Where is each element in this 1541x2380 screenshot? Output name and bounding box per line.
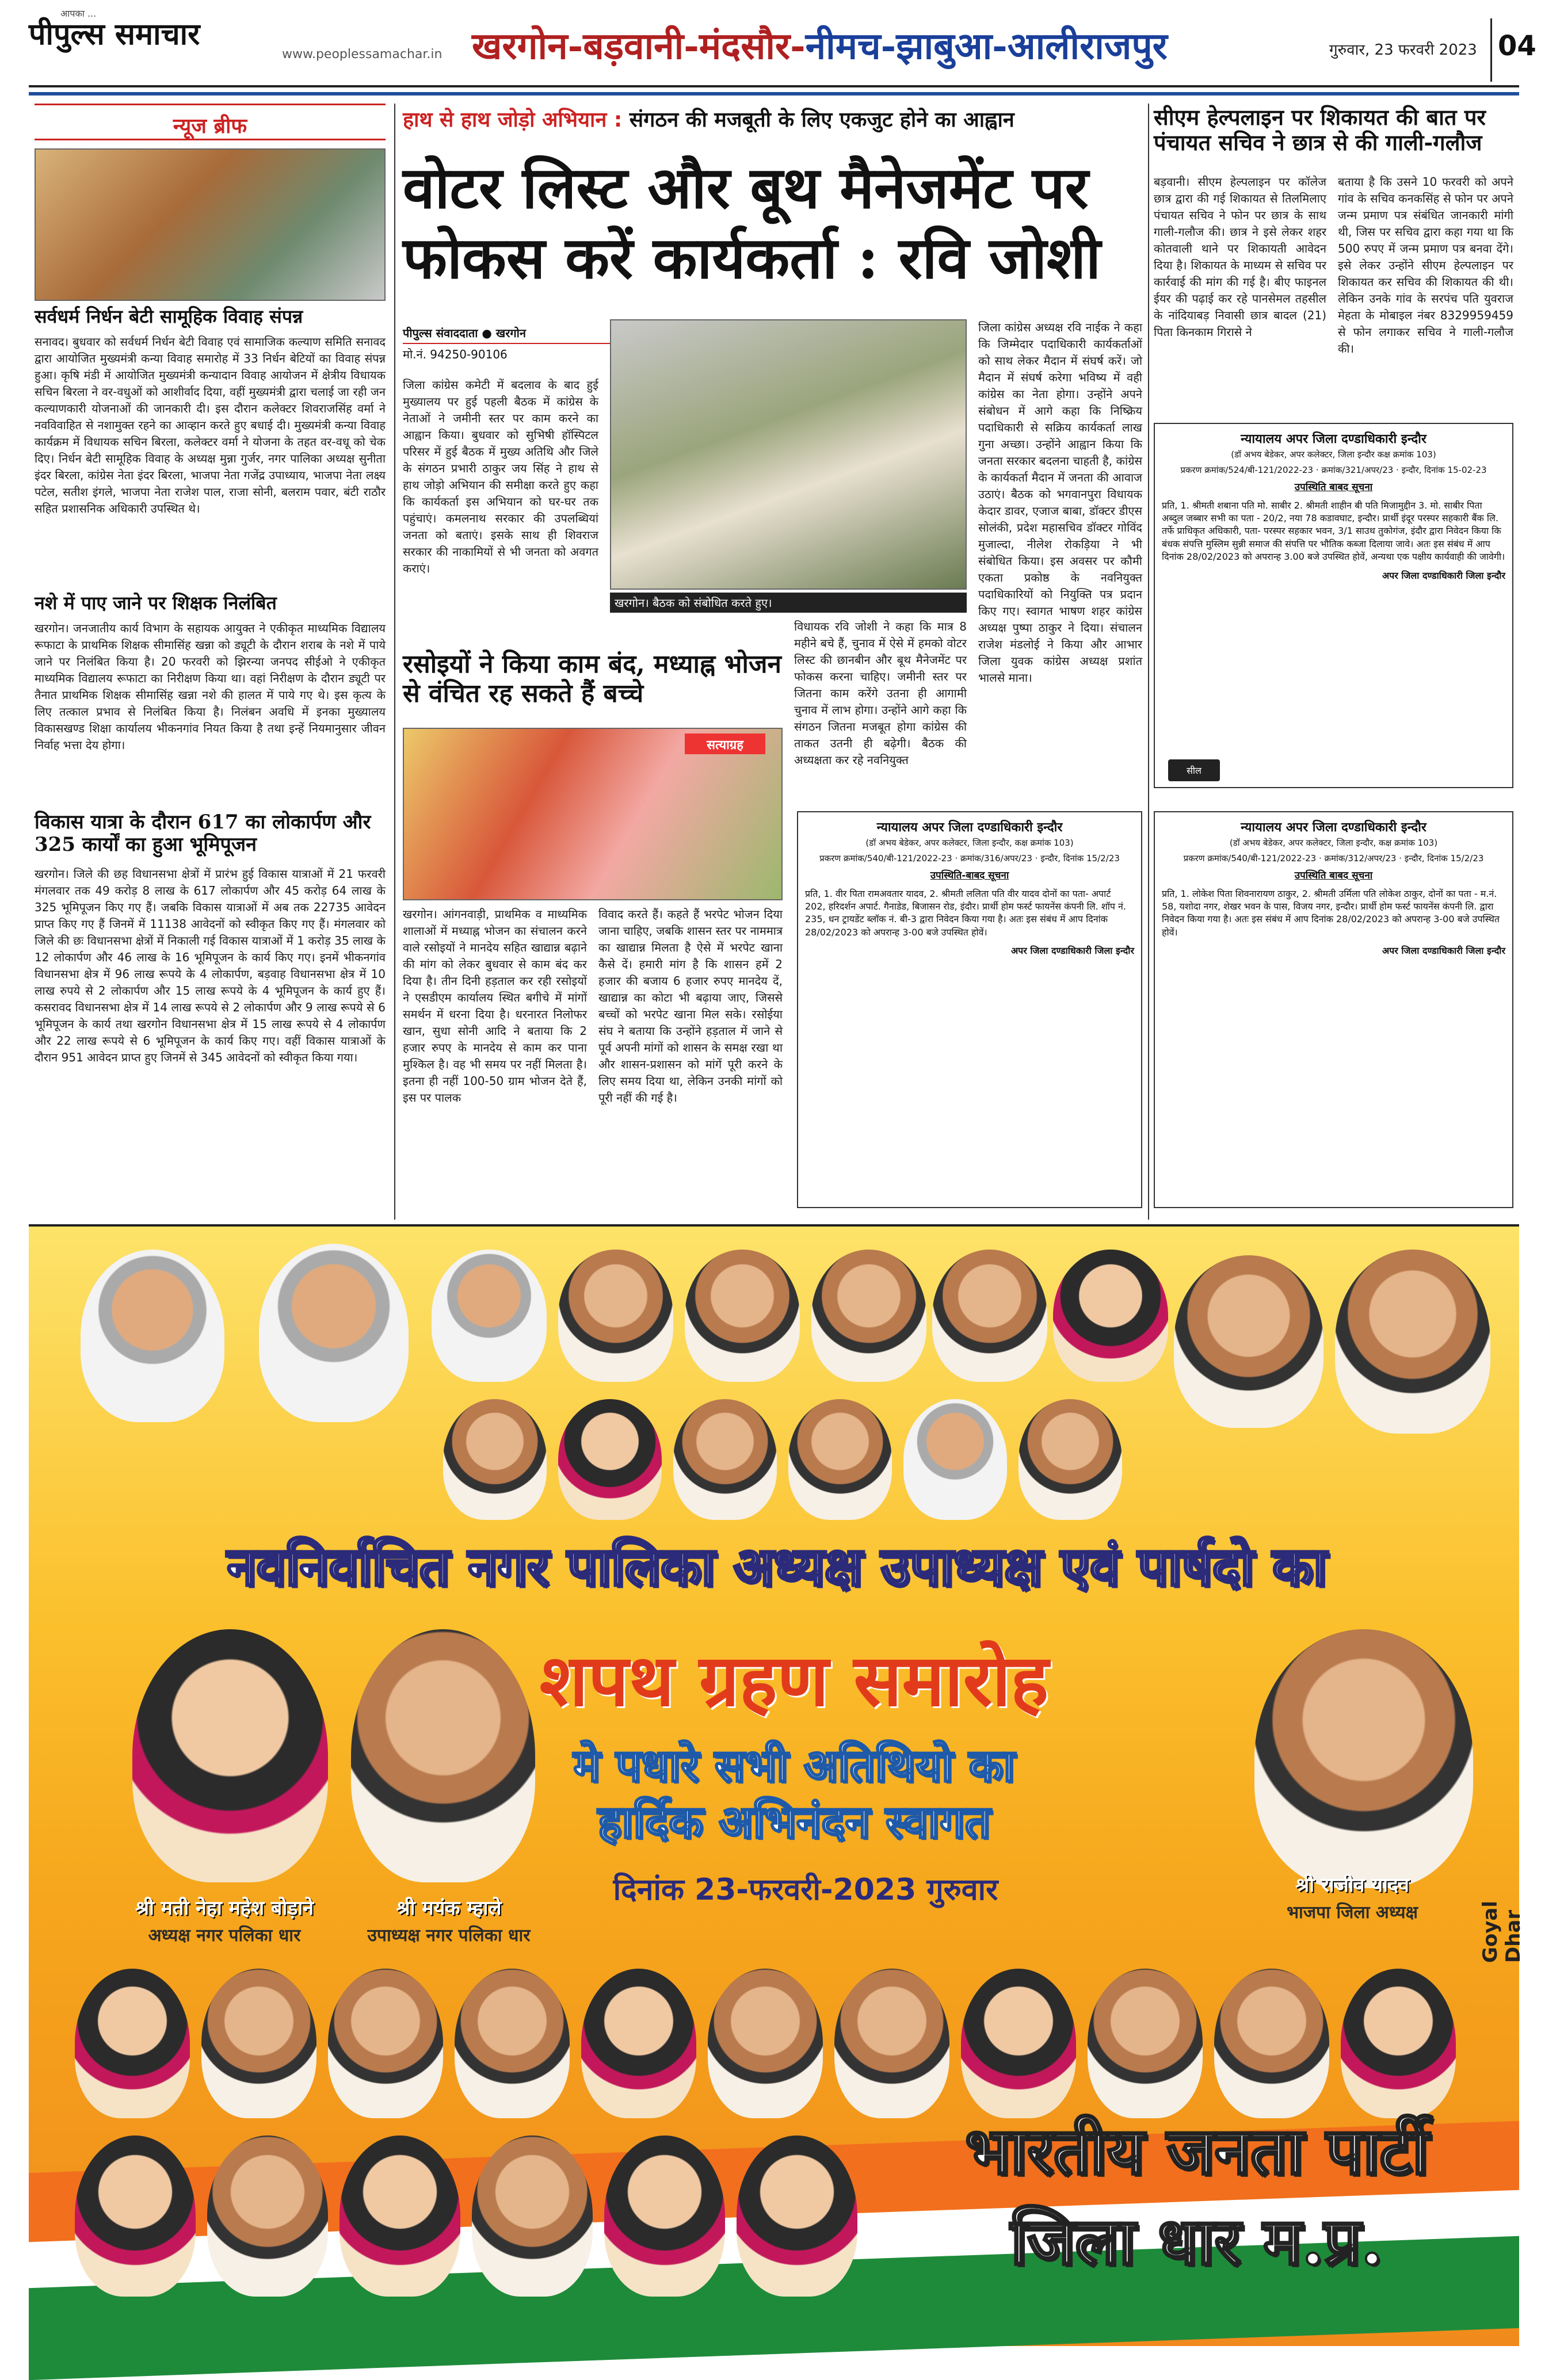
column-divider-right xyxy=(1148,104,1149,1220)
president-name: श्री मती नेहा महेश बोड़ाने xyxy=(135,1897,314,1920)
lead-kicker xyxy=(403,105,1139,133)
party-name xyxy=(909,2107,1485,2325)
councillor-photo xyxy=(1214,1969,1329,2118)
lead-kicker-rest: संगठन की मजबूती के लिए एकजुट होने का आह्वान xyxy=(622,108,1014,132)
councillor-photo xyxy=(201,1969,316,2118)
councillor-photo xyxy=(1341,1969,1456,2118)
notice-1-ref: प्रकरण क्रमांक/540/बी-121/2022-23 · क्रमांक/316/अपर/23 · इन्दौर, दिनांक 15/2/23 xyxy=(819,853,1120,864)
bjp-advertisement xyxy=(29,1224,1525,2346)
councillor-photo xyxy=(581,1969,696,2118)
lead-kicker-red: हाथ से हाथ जोड़ो अभियान : xyxy=(403,108,623,132)
notice-2-body: प्रति, 1. लोकेश पिता शिवनारायण ठाकुर, 2. श्रीमती उर्मिला पति लोकेश ठाकुर, दोनों का पता - म.नं. 58, यशोदा नगर, शेखर भवन के पास, विजय नगर, इन्दौर। प्रार्थी होम फर्स्ट फायनेंस कंपनी लि. द्वारा निवेदन किया गया है। अतः इस संबंध में आप दिनांक 28/02/2023 को अपरान्ह 3-00 बजे उपस्थित होवें। xyxy=(1162,888,1500,938)
brief-story3-body: खरगोन। जिले की छह विधानसभा क्षेत्रों में प्रारंभ हुई विकास यात्राओं में 21 फरवरी मंगलवार तक 49 करोड़ 8 लाख के 617 लोकार्पण और 45 करोड़ 64 लाख के 325 भूमिपूजन किए गए हैं। जबकि विकास यात्राओं में अब तक 22735 आवेदन प्राप्त किए गए हैं जिनमें में 11138 आवेदनों को स्वीकृत किए गए हैं। मंगलवार को जिले की छः विधानसभा क्षेत्रों में निकाली गई विकास यात्राओं में 1 करोड़ 35 लाख के 12 लोकार्पण और 46 लाख के 16 भूमिपूजन के कार्य किए गए। इनमें भीकनगांव विधानसभा क्षेत्र में 96 लाख रूपये के 4 लोकार्पण, बड़वाह विधानसभा क्षेत्र में 10 लाख रुपये से 2 लोकार्पण और 15 लाख रूपये के 4 भूमिपूजन के कार्य हुए हैं। कसरावद विधानसभा क्षेत्र में 14 लाख रूपये से 2 लोकार्पण और 9 लाख रूपये से 6 भूमिपूजन के कार्य तथा खरगोन विधानसभा क्षेत्र में 15 लाख रूपये से 4 लोकार्पण और 22 लाख रूपये से 6 भूमिपूजन के कार्य किए गए। वहीं विकास यात्राओं के दौरान 951 आवेदन प्राप्त हुए जिनमें से 345 आवेदनों को स्वीकृत किया गया। xyxy=(35,867,386,1064)
brief-story3-headline: विकास यात्रा के दौरान 617 का लोकार्पण और 325 कार्यों का हुआ भूमिपूजन xyxy=(35,811,371,857)
notice-2-title: न्यायालय अपर जिला दण्डाधिकारी इन्दौर xyxy=(1241,820,1426,835)
lead-column-1: जिला कांग्रेस कमेटी में बदलाव के बाद हुई मुख्यालय पर हुई पहली बैठक में कांग्रेस के नेताओं ने जमीनी स्तर पर काम करने का आह्वान किया। बुधवार को सुभिषी हॉस्पिटल परिसर में हुई बैठक में मुख्य अतिथि और जिले के संगठन प्रभारी ठाकुर जय सिंह ने हाथ से हाथ जोड़ो अभियान की समीक्षा करते हुए कहा कि कार्यकर्ता इस अभियान को घर-घर तक पहुंचाएं। कमलनाथ सरकार की उपलब्धियां जनता को बताएं। इसके साथ ही शिवराज सरकार की नाकामियों से भी जनता को अवगत कराएं। xyxy=(403,378,598,575)
councillor-photo xyxy=(207,2135,328,2297)
district-president-photo xyxy=(1254,1629,1473,1888)
court-notice-1 xyxy=(797,811,1142,1208)
wedding-photo xyxy=(35,148,386,301)
councillor-photo xyxy=(708,1969,823,2118)
second-column-1: खरगोन। आंगनवाड़ी, प्राथमिक व माध्यमिक शालाओं में मध्याह्न भोजन का संचालन करने वाले रसोइयों ने मानदेय सहित खाद्यान्न बढ़ाने की मांग को लेकर बुधवार से काम बंद कर दिया है। तीन दिनी हड़ताल कर रही रसोइयों ने एसडीएम कार्यालय स्थित बगीचे में मांगों समर्थन में धरना दिया है। धरनारत निलोफर खान, सुधा सोनी आदि ने बताया कि 2 हजार रुपए के मानदेय से काम कर पाना मुश्किल है। वह भी समय पर नहीं मिलता है। इतना ही नहीं 100-50 ग्राम भोजन देते हैं, इस पर पालक xyxy=(403,907,587,1105)
issue-date: गुरुवार, 23 फरवरी 2023 xyxy=(1329,41,1477,59)
brief-story2-body: खरगोन। जनजातीय कार्य विभाग के सहायक आयुक्त ने एकीकृत माध्यमिक विद्यालय रूफाटा के प्राथमिक शिक्षक सीमासिंह खन्ना को ड्यूटी के दौरान शराब के नशे में पाये जाने पर निलंबित किया है। 20 फरवरी को झिरन्या जनपद सीईओ ने एकीकृत माध्यमिक विद्यालय रूफाटा का निरीक्षण किया था। वहां निरीक्षण के दौरान ड्यूटी पर तैनात प्राथमिक शिक्षक सीमासिंह खन्ना नशे की हालत में पाये गए थे। इस कृत्य के लिए तत्काल प्रभाव से निलंबित किया है। निलंबन अवधि में इनका मुख्यालय विकासखण्ड शिक्षा कार्यालय भीकनगांव नियत किया है तथा इन्हें नियमानुसार जीवन निर्वाह भत्ता देय होगा। xyxy=(35,621,386,752)
president-role: अध्यक्ष नगर पलिका धार xyxy=(148,1926,301,1946)
lead-byline: पीपुल्स संवाददाता ● खरगोन xyxy=(403,325,610,344)
ad-date: दिनांक 23-फरवरी-2023 गुरुवार xyxy=(613,1873,998,1907)
councillor-photo xyxy=(1088,1969,1203,2118)
notice-0-ref: प्रकरण क्रमांक/524/बी-121/2022-23 · क्रमांक/321/अपर/23 · इन्दौर, दिनांक 15-02-23 xyxy=(1180,464,1487,475)
ad-title-line2: शपथ ग्रहण समारोह xyxy=(539,1639,1049,1722)
brief-story1-body: सनावद। बुधवार को सर्वधर्म निर्धन बेटी विवाह एवं सामाजिक कल्याण समिति सनावद द्वारा आयोजित मुख्यमंत्री कन्या विवाह समारोह में 33 निर्धन बेटियों का विवाह संपन्न हुआ। कृषि मंडी में आयोजित मुख्यमंत्री कन्यादान विवाह आयोजन में क्षेत्रीय विधायक सचिन बिरला ने वर-वधुओं को आशीर्वाद दिया, वहीं मुख्यमंत्री द्वारा चलाई जा रही जन कल्याणकारी योजनाओं की जानकारी दी। इस दौरान कलेक्टर शिवराजसिंह वर्मा ने नवविवाहित से नशामुक्त रहने का आव्हान करते हुए बधाई दी। मुख्यमंत्री कन्या विवाह कार्यक्रम में विधायक सचिन बिरला, कलेक्टर वर्मा ने योजना के तहत वर-वधू को चेक दिए। निर्धन बेटी सामूहिक विवाह के अध्यक्ष मुन्ना गुर्जर, नगर पालिका अध्यक्ष सुनीता इंदर बिरला, कांग्रेस नेता इंदर बिरला, भाजपा नेता गजेंद्र उपाध्याय, भाजपा नेता लक्ष्य पटेल, सतीश इंगले, भाजपा नेता राजेश पाल, राजा सोनी, बलराम पवार, बंटी राठौर सहित प्रशासनिक अधिकारी उपस्थित थे। xyxy=(35,335,386,515)
leader-photo xyxy=(685,1250,800,1382)
notice-2-subtitle: (डॉ अभय बेडेकर, अपर कलेक्टर, जिला इन्दौर, कक्ष क्रमांक 103) xyxy=(1229,837,1438,848)
leader-photo xyxy=(259,1244,409,1422)
councillor-photo xyxy=(75,2135,196,2297)
right-column-1: बड़वानी। सीएम हेल्पलाइन पर कॉलेज छात्र द्वारा की गई शिकायत से तिलमिलाए पंचायत सचिव ने फोन पर छात्र के साथ गाली-गलौज की। छात्र ने इसे लेकर शहर कोतवाली थाने पर शिकायती आवेदन दिया है। शिकायत के माध्यम से सचिव पर कार्रवाई की मांग की गई है। बीए फाइनल ईयर की पढ़ाई कर रहे पानसेमल तहसील के नांदियाबड़ निवासी छात्र बादल (21) पिता किनकाम गिरासे ने xyxy=(1154,175,1326,339)
vice-president-name: श्री मयंक म्हाले xyxy=(396,1897,502,1920)
lead-headline: वोटर लिस्ट और बूथ मैनेजमेंट पर फोकस करें कार्यकर्ता : रवि जोशी xyxy=(403,154,1101,292)
leader-photo xyxy=(932,1250,1047,1382)
councillor-photo xyxy=(472,2135,593,2297)
ad-welcome-line1: मे पधारे सभी अतिथियो का xyxy=(573,1740,1015,1792)
district-president-role: भाजपा जिला अध्यक्ष xyxy=(1286,1903,1418,1923)
councillor-photo xyxy=(340,2135,460,2297)
notice-0-body: प्रति, 1. श्रीमती शबाना पति मो. साबीर 2. श्रीमती शाहीन बी पति मिजामुद्दीन 3. मो. साबीर पिता अब्दुल जब्बार सभी का पता - 20/2, नया 78 कडावघाट, इन्दौर। प्रार्थी इंदूर परस्पर सहकारी बैंक लि. तर्फे प्राधिकृत अधिकारी, पता- परस्पर सहकार भवन, 3/1 साउथ तुकोगंज, इंदौर द्वारा निवेदन किया कि बंधक संपत्ति मुस्लिम सुन्नी समाज की संपत्ति पर भौतिक कब्जा दिलाया जावे। अतः इस संबंध में आप दिनांक 28/02/2023 को अपरान्ह 3.00 बजे उपस्थित होवें, अन्यथा एक पक्षीय कार्यवाही की जावेगी। xyxy=(1162,499,1505,563)
councillor-photo xyxy=(75,1969,190,2118)
ad-title-line1: नवनिर्वाचित नगर पालिका अध्यक्ष उपाध्यक्ष एवं पार्षदो का xyxy=(227,1536,1327,1598)
leader-photo xyxy=(788,1399,892,1520)
vice-president-role: उपाध्यक्ष नगर पलिका धार xyxy=(367,1926,531,1946)
notice-2-heading: उपस्थिति बाबद सूचना xyxy=(1294,869,1373,881)
second-headline: रसोइयों ने किया काम बंद, मध्याह्न भोजन से वंचित रह सकते हैं बच्चे xyxy=(403,650,781,708)
leader-photo xyxy=(1335,1250,1490,1434)
president-photo xyxy=(132,1629,328,1882)
leader-photo xyxy=(558,1250,673,1382)
notice-0-subtitle: (डॉ अभय बेडेकर, अपर कलेक्टर, जिला इन्दौर कक्ष क्रमांक 103) xyxy=(1231,449,1436,460)
designer-credit: Goyal Dhar xyxy=(1479,1900,1525,1963)
notice-1-subtitle: (डॉ अभय बेडेकर, अपर कलेक्टर, जिला इन्दौर, कक्ष क्रमांक 103) xyxy=(865,837,1074,848)
ad-welcome xyxy=(443,1739,1145,1851)
notice-1-body: प्रति, 1. वीर पिता रामअवतार यादव, 2. श्रीमती ललिता पति वीर यादव दोनों का पता- अपार्ट 202, हरिदर्शन अपार्ट. गैनाडेड, बिजासन रोड, इंदौर। प्रार्थी होम फर्स्ट फायनेंस कंपनी लि. शॉप नं. 235, धन ट्रायडेंट ब्लॉक नं. बी-3 द्वारा निवेदन किया गया है। अतः इस संबंध में आप दिनांक 28/02/2023 को अपरान्ह 3-00 बजे उपस्थित होवें। xyxy=(805,888,1127,938)
court-notice-0 xyxy=(1154,423,1513,788)
councillor-photo xyxy=(834,1969,949,2118)
second-column-2: विवाद करते हैं। कहते हैं भरपेट भोजन दिया जाना चाहिए, जबकि शासन स्तर पर नाममात्र का खाद्यान्न मिलता है ऐसे में भरपेट खाना कैसे दें। हमारी मांग है कि शासन हमें 2 हजार की बजाय 6 हजार रुपए मानदेय दें, खाद्यान्न का कोटा भी बढ़ाया जाए, जिससे बच्चों को भरपेट खाना मिल सके। रसोईया संघ ने बताया कि उन्होंने हड़ताल में जाने से पूर्व अपनी मांगों को शासन के समक्ष रखा था और शासन-प्रशासन को मांगें पूरी करने के लिए समय दिया था, लेकिन उनकी मांगों को पूरी नहीं की गई है। xyxy=(598,907,783,1105)
leader-photo xyxy=(81,1250,224,1422)
region-title-a: खरगोन-बड़वानी-मंदसौर- xyxy=(472,25,806,68)
notice-2-ref: प्रकरण क्रमांक/540/बी-121/2022-23 · क्रमांक/312/अपर/23 · इन्दौर, दिनांक 15/2/23 xyxy=(1183,853,1484,864)
column-divider xyxy=(394,104,395,1220)
lead-mobile: मो.नं. 94250-90106 xyxy=(403,347,508,361)
notice-1-heading: उपस्थिति-बाबद सूचना xyxy=(930,869,1009,881)
councillor-photo xyxy=(455,1969,570,2118)
notice-1-title: न्यायालय अपर जिला दण्डाधिकारी इन्दौर xyxy=(876,820,1063,835)
notice-0-sign: अपर जिला दण्डाधिकारी जिला इन्दौर xyxy=(1382,570,1505,581)
notice-0-title: न्यायालय अपर जिला दण्डाधिकारी इन्दौर xyxy=(1241,432,1426,446)
party-name-line2: जिला धार म.प्र. xyxy=(1010,2203,1383,2279)
leader-photo xyxy=(811,1250,926,1382)
party-name-line1: भारतीय जनता पार्टी xyxy=(965,2114,1429,2189)
councillor-photo xyxy=(328,1969,443,2118)
logo-tagline: आपका ... xyxy=(60,8,97,19)
news-brief-label: न्यूज ब्रीफ xyxy=(35,104,386,140)
leader-photo xyxy=(1019,1399,1122,1520)
notice-2-sign: अपर जिला दण्डाधिकारी जिला इन्दौर xyxy=(1382,945,1505,957)
court-notice-2 xyxy=(1154,811,1513,1208)
masthead xyxy=(29,7,1536,87)
district-president-name: श्री राजीव यादव xyxy=(1295,1874,1409,1897)
vice-president-photo xyxy=(351,1629,535,1882)
leader-photo xyxy=(443,1399,547,1520)
region-title-b: नीमच-झाबुआ-आलीराजपुर xyxy=(805,25,1168,68)
court-seal: सील xyxy=(1168,759,1220,781)
right-column-2: बताया है कि उसने 10 फरवरी को अपने गांव के सचिव कनकसिंह से फोन पर अपने जन्म प्रमाण पत्र संबंधित जानकारी मांगी थी, जिस पर सचिव द्वारा कहा गया था कि 500 रुपए में जन्म प्रमाण पत्र बनवा देंगे। इसे लेकर उन्होंने सीएम हेल्पलाइन पर शिकायत कर सचिव की शिकायत की थी। लेकिन उनके गांव के सरपंच पति युवराज मेहता के मोबाइल नंबर 8329959459 से फोन लगाकर सचिव ने गाली-गलौज की। xyxy=(1338,175,1513,356)
notice-1-sign: अपर जिला दण्डाधिकारी जिला इन्दौर xyxy=(1010,945,1134,957)
region-title xyxy=(472,20,1335,77)
leader-photo xyxy=(1174,1255,1323,1428)
right-headline: सीएम हेल्पलाइन पर शिकायत की बात पर पंचायत सचिव ने छात्र से की गाली-गलौज xyxy=(1154,104,1486,155)
councillor-photo xyxy=(961,1969,1076,2118)
leader-photo xyxy=(558,1399,662,1520)
leader-photo xyxy=(1053,1250,1168,1382)
councillor-photo xyxy=(604,2135,725,2297)
lead-column-2: विधायक रवि जोशी ने कहा कि मात्र 8 महीने बचे हैं, चुनाव में ऐसे में हमको वोटर लिस्ट की छानबीन और बूथ मैनेजमेंट पर फोकस करना चाहिए। जमीनी स्तर पर जितना काम करेंगे उतना ही आगामी चुनाव में लाभ होगा। उन्होंने आगे कहा कि संगठन जितना मजबूत होगा कांग्रेस की ताकत उतनी ही बढ़ेगी। बैठक की अध्यक्षता कर रहे नवनियुक्त xyxy=(794,620,967,767)
leader-photo xyxy=(432,1250,547,1382)
newspaper-logo xyxy=(29,13,270,53)
brief-story2-headline: नशे में पाए जाने पर शिक्षक निलंबित xyxy=(35,592,277,614)
lead-column-3: जिला कांग्रेस अध्यक्ष रवि नाईक ने कहा कि जिम्मेदार पदाधिकारी कार्यकर्ताओं को साथ लेकर मैदान में संघर्ष करें। जो मैदान में संघर्ष करेगा भविष्य में वही कांग्रेस का नेता होगा। उन्होंने अपने संबोधन में आगे कहा कि निष्क्रिय पदाधिकारी से सक्रिय कार्यकर्ता लाख गुना अच्छा। उन्होंने आह्वान किया कि जनता सरकार बदलना चाहती है, कांग्रेस के कार्यकर्ता मैदान में जनता की आवाज उठाएं। बैठक को भगवानपुरा विधायक केदार डावर, एजाज बाबा, डॉक्टर डीएस सोलंकी, प्रदेश महासचिव डॉक्टर गोविंद मुजाल्दा, नीलेश रोकड़िया ने भी संबोधित किया। इस अवसर पर कौमी एकता प्रकोष्ठ के नवनियुक्त पदाधिकारियों को नियुक्ति पत्र प्रदान किए गए। स्वागत भाषण शहर कांग्रेस अध्यक्ष पुष्पा ठाकुर ने दिया। संचालन राजेश मंडलोई ने किया और आभार जिला युवक कांग्रेस अध्यक्ष प्रशांत भालसे माना। xyxy=(978,320,1142,685)
councillor-photo xyxy=(737,2135,857,2297)
meeting-photo-caption: खरगोन। बैठक को संबोधित करते हुए। xyxy=(610,593,967,613)
notice-0-heading: उपस्थिति बाबद सूचना xyxy=(1294,481,1373,493)
ad-welcome-line2: हार्दिक अभिनंदन स्वागत xyxy=(597,1796,991,1848)
masthead-rule xyxy=(29,92,1519,95)
meeting-photo xyxy=(610,319,967,590)
brief-story1-headline: सर्वधर्म निर्धन बेटी सामूहिक विवाह संपन्न xyxy=(35,305,303,327)
leader-photo xyxy=(673,1399,777,1520)
logo-text: पीपुल्स समाचार xyxy=(29,17,200,52)
website-url[interactable]: www.peoplessamachar.in xyxy=(282,47,443,62)
protest-banner: सत्याग्रह xyxy=(685,734,765,754)
leader-photo xyxy=(903,1399,1007,1520)
page-number: 04 xyxy=(1490,18,1528,82)
